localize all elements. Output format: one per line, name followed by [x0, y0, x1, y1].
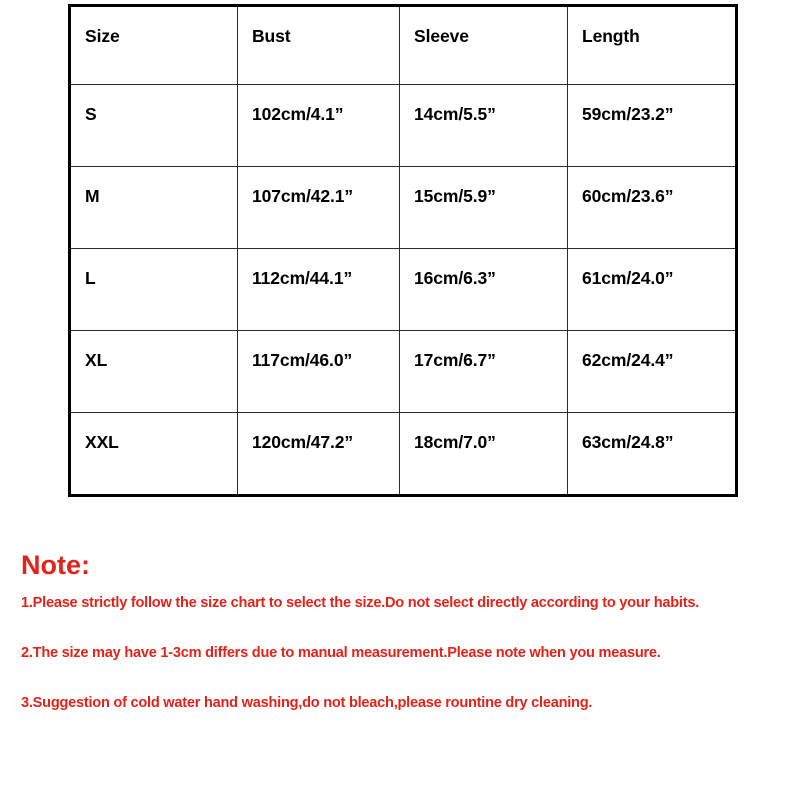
- column-header-length: Length: [568, 6, 737, 85]
- cell-bust: 102cm/4.1”: [238, 85, 400, 167]
- cell-length: 62cm/24.4”: [568, 331, 737, 413]
- column-header-bust: Bust: [238, 6, 400, 85]
- note-line-1: 1.Please strictly follow the size chart to select the size.Do not select directly according to your habits.: [21, 595, 700, 611]
- cell-sleeve: 14cm/5.5”: [400, 85, 568, 167]
- column-header-sleeve: Sleeve: [400, 6, 568, 85]
- cell-size: L: [70, 249, 238, 331]
- cell-length: 61cm/24.0”: [568, 249, 737, 331]
- cell-size: XXL: [70, 413, 238, 496]
- cell-bust: 120cm/47.2”: [238, 413, 400, 496]
- cell-size: XL: [70, 331, 238, 413]
- size-chart-table-head: [70, 6, 737, 85]
- note-title: Note:: [21, 550, 90, 580]
- cell-length: 63cm/24.8”: [568, 413, 737, 496]
- cell-bust: 112cm/44.1”: [238, 249, 400, 331]
- table-header-row: [70, 6, 737, 85]
- size-chart-table: [68, 4, 738, 497]
- note-line-2: 2.The size may have 1-3cm differs due to manual measurement.Please note when you measure.: [21, 645, 661, 661]
- table-row: [70, 249, 737, 331]
- table-row: [70, 85, 737, 167]
- cell-sleeve: 18cm/7.0”: [400, 413, 568, 496]
- size-chart-table-container: [68, 4, 735, 497]
- cell-size: M: [70, 167, 238, 249]
- cell-sleeve: 16cm/6.3”: [400, 249, 568, 331]
- table-row: [70, 331, 737, 413]
- cell-sleeve: 15cm/5.9”: [400, 167, 568, 249]
- cell-sleeve: 17cm/6.7”: [400, 331, 568, 413]
- cell-size: S: [70, 85, 238, 167]
- column-header-size: Size: [70, 6, 238, 85]
- cell-length: 59cm/23.2”: [568, 85, 737, 167]
- cell-bust: 107cm/42.1”: [238, 167, 400, 249]
- table-row: [70, 167, 737, 249]
- note-section: [20, 550, 800, 712]
- cell-length: 60cm/23.6”: [568, 167, 737, 249]
- size-chart-table-body: [70, 85, 737, 496]
- table-row: [70, 413, 737, 496]
- note-line-3: 3.Suggestion of cold water hand washing,do not bleach,please rountine dry cleaning.: [21, 695, 593, 711]
- cell-bust: 117cm/46.0”: [238, 331, 400, 413]
